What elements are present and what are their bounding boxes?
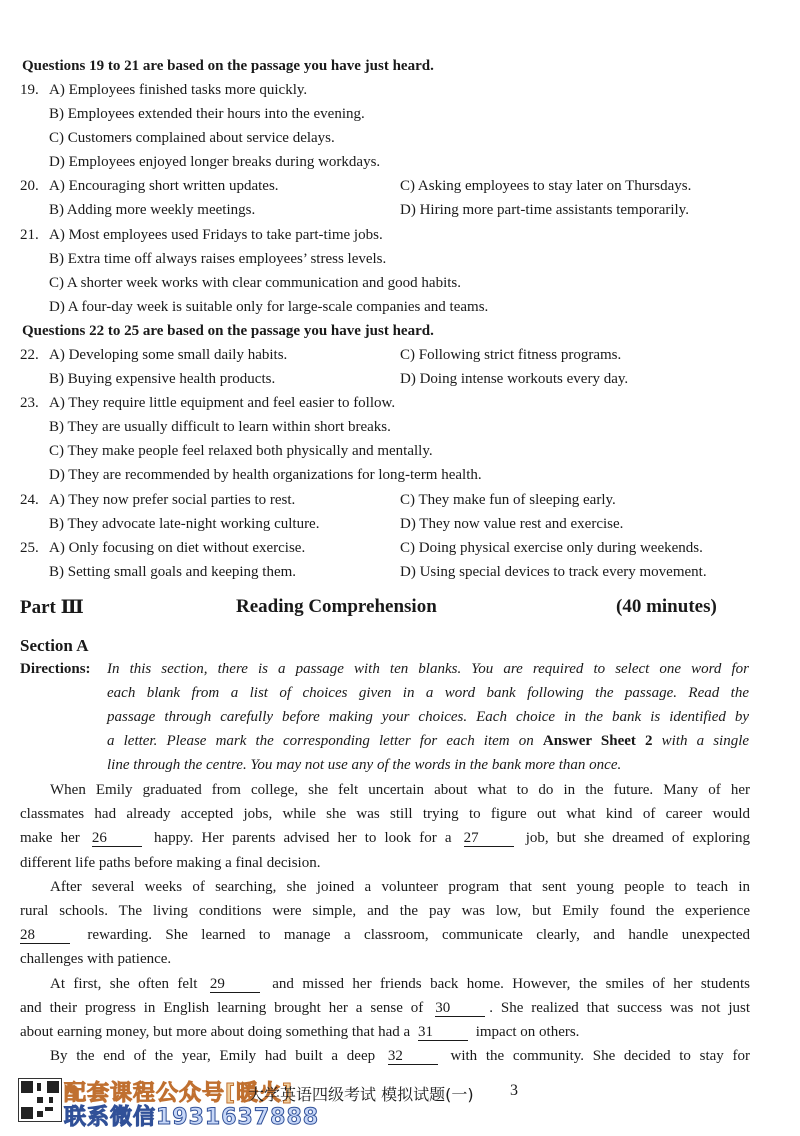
page-number: 3 [510, 1082, 518, 1099]
blank-27: 27 [464, 831, 514, 847]
option-24a: A) They now prefer social parties to rest. [49, 492, 296, 508]
directions-text: a letter. Please mark the corresponding letter for each item on [107, 733, 534, 749]
part-label: Part Ⅲ [20, 597, 84, 618]
option-21a: A) Most employees used Fridays to take part-time jobs. [49, 227, 383, 243]
question-number-24: 24. [20, 492, 39, 508]
option-21d: D) A four-day week is suitable only for large-scale companies and teams. [49, 299, 489, 315]
option-22b: B) Buying expensive health products. [49, 371, 276, 387]
passage-line: rural schools. The living conditions were simple, and the pay was low, but Emily found the experience [20, 903, 750, 919]
option-22a: A) Developing some small daily habits. [49, 347, 288, 363]
option-19a: A) Employees finished tasks more quickly. [49, 82, 308, 98]
passage-text: make her [20, 830, 80, 846]
passage-text: job, but she dreamed of exploring [525, 830, 750, 846]
blank-32: 32 [388, 1049, 438, 1065]
option-25b: B) Setting small goals and keeping them. [49, 564, 297, 580]
option-21c: C) A shorter week works with clear communication and good habits. [49, 275, 461, 291]
directions-line-5: line through the centre. You may not use any of the words in the bank more than once. [107, 757, 622, 773]
option-19d: D) Employees enjoyed longer breaks during workdays. [49, 154, 381, 170]
passage-line: challenges with patience. [20, 951, 172, 967]
part-title: Reading Comprehension [236, 596, 437, 617]
passage-line: When Emily graduated from college, she felt uncertain about what to do in the future. Many of her [50, 782, 750, 798]
section-heading: Section A [20, 636, 89, 655]
option-23a: A) They require little equipment and feel easier to follow. [49, 395, 396, 411]
passage-text: and missed her friends back home. However, the smiles of her students [272, 976, 751, 992]
question-number-21: 21. [20, 227, 39, 243]
passage-text: about earning money, but more about doing something that had a [20, 1024, 411, 1040]
passage-text: rewarding. She learned to manage a classroom, communicate clearly, and handle unexpected [87, 927, 751, 943]
passage-line: classmates had already accepted jobs, while she was still trying to figure out what kind of career would [20, 806, 750, 822]
passage-text: impact on others. [475, 1024, 580, 1040]
questions-22-25-heading: Questions 22 to 25 are based on the passage you have just heard. [22, 323, 434, 339]
passage-line [20, 1000, 750, 1017]
option-24d: D) They now value rest and exercise. [400, 516, 624, 532]
directions-line-4 [107, 733, 749, 750]
question-number-25: 25. [20, 540, 39, 556]
watermark-top: 配套课程公众号[暖火] [64, 1081, 294, 1106]
option-25a: A) Only focusing on diet without exercise. [49, 540, 306, 556]
blank-26: 26 [92, 831, 142, 847]
option-22c: C) Following strict fitness programs. [400, 347, 622, 363]
option-23b: B) They are usually difficult to learn within short breaks. [49, 419, 391, 435]
watermark-bottom: 联系微信1931637888 [64, 1105, 320, 1130]
passage-line [50, 976, 750, 993]
passage-text: By the end of the year, Emily had built a deep [50, 1048, 376, 1064]
blank-29: 29 [210, 977, 260, 993]
directions-label: Directions: [20, 661, 91, 677]
passage-text: At first, she often felt [50, 976, 198, 992]
option-23d: D) They are recommended by health organizations for long-term health. [49, 467, 482, 483]
question-number-20: 20. [20, 178, 39, 194]
question-number: 19. [20, 82, 39, 98]
option-19b: B) Employees extended their hours into the evening. [49, 106, 365, 122]
passage-line [20, 1024, 750, 1041]
passage-text: and their progress in English learning brought her a sense of [20, 1000, 424, 1016]
blank-28: 28 [20, 928, 70, 944]
option-24b: B) They advocate late-night working culture. [49, 516, 320, 532]
option-20a: A) Encouraging short written updates. [49, 178, 279, 194]
directions-line-1: In this section, there is a passage with ten blanks. You are required to select one word for [107, 661, 749, 677]
blank-30: 30 [435, 1001, 485, 1017]
passage-text: . She realized that success was not just [489, 1000, 751, 1016]
answer-sheet-ref: Answer Sheet 2 [542, 733, 653, 749]
option-20b: B) Adding more weekly meetings. [49, 202, 256, 218]
option-24c: C) They make fun of sleeping early. [400, 492, 616, 508]
option-21b: B) Extra time off always raises employees’ stress levels. [49, 251, 387, 267]
directions-line-2: each blank from a list of choices given in a word bank following the passage. Read the [107, 685, 749, 701]
part-time: (40 minutes) [616, 596, 717, 617]
option-20d: D) Hiring more part-time assistants temporarily. [400, 202, 689, 218]
question-number-23: 23. [20, 395, 39, 411]
passage-line [50, 1048, 750, 1065]
passage-line [20, 830, 750, 847]
footer-exam-title: 大学英语四级考试 模拟试题(一) [248, 1085, 474, 1104]
directions-text: with a single [661, 733, 750, 749]
questions-19-21-heading: Questions 19 to 21 are based on the passage you have just heard. [22, 58, 434, 74]
passage-line: After several weeks of searching, she joined a volunteer program that sent young people to teach in [50, 879, 750, 895]
directions-line-3: passage through carefully before making your choices. Each choice in the bank is identified by [107, 709, 749, 725]
qr-code-icon [18, 1078, 62, 1122]
option-19c: C) Customers complained about service delays. [49, 130, 335, 146]
question-number-22: 22. [20, 347, 39, 363]
option-25d: D) Using special devices to track every movement. [400, 564, 707, 580]
option-25c: C) Doing physical exercise only during weekends. [400, 540, 703, 556]
blank-31: 31 [418, 1025, 468, 1041]
option-22d: D) Doing intense workouts every day. [400, 371, 629, 387]
passage-line: different life paths before making a final decision. [20, 855, 321, 871]
option-20c: C) Asking employees to stay later on Thursdays. [400, 178, 692, 194]
passage-text: happy. Her parents advised her to look for a [153, 830, 452, 846]
passage-text: with the community. She decided to stay for [450, 1048, 750, 1064]
passage-line [20, 927, 750, 944]
option-23c: C) They make people feel relaxed both physically and mentally. [49, 443, 433, 459]
question-19 [0, 82, 39, 99]
